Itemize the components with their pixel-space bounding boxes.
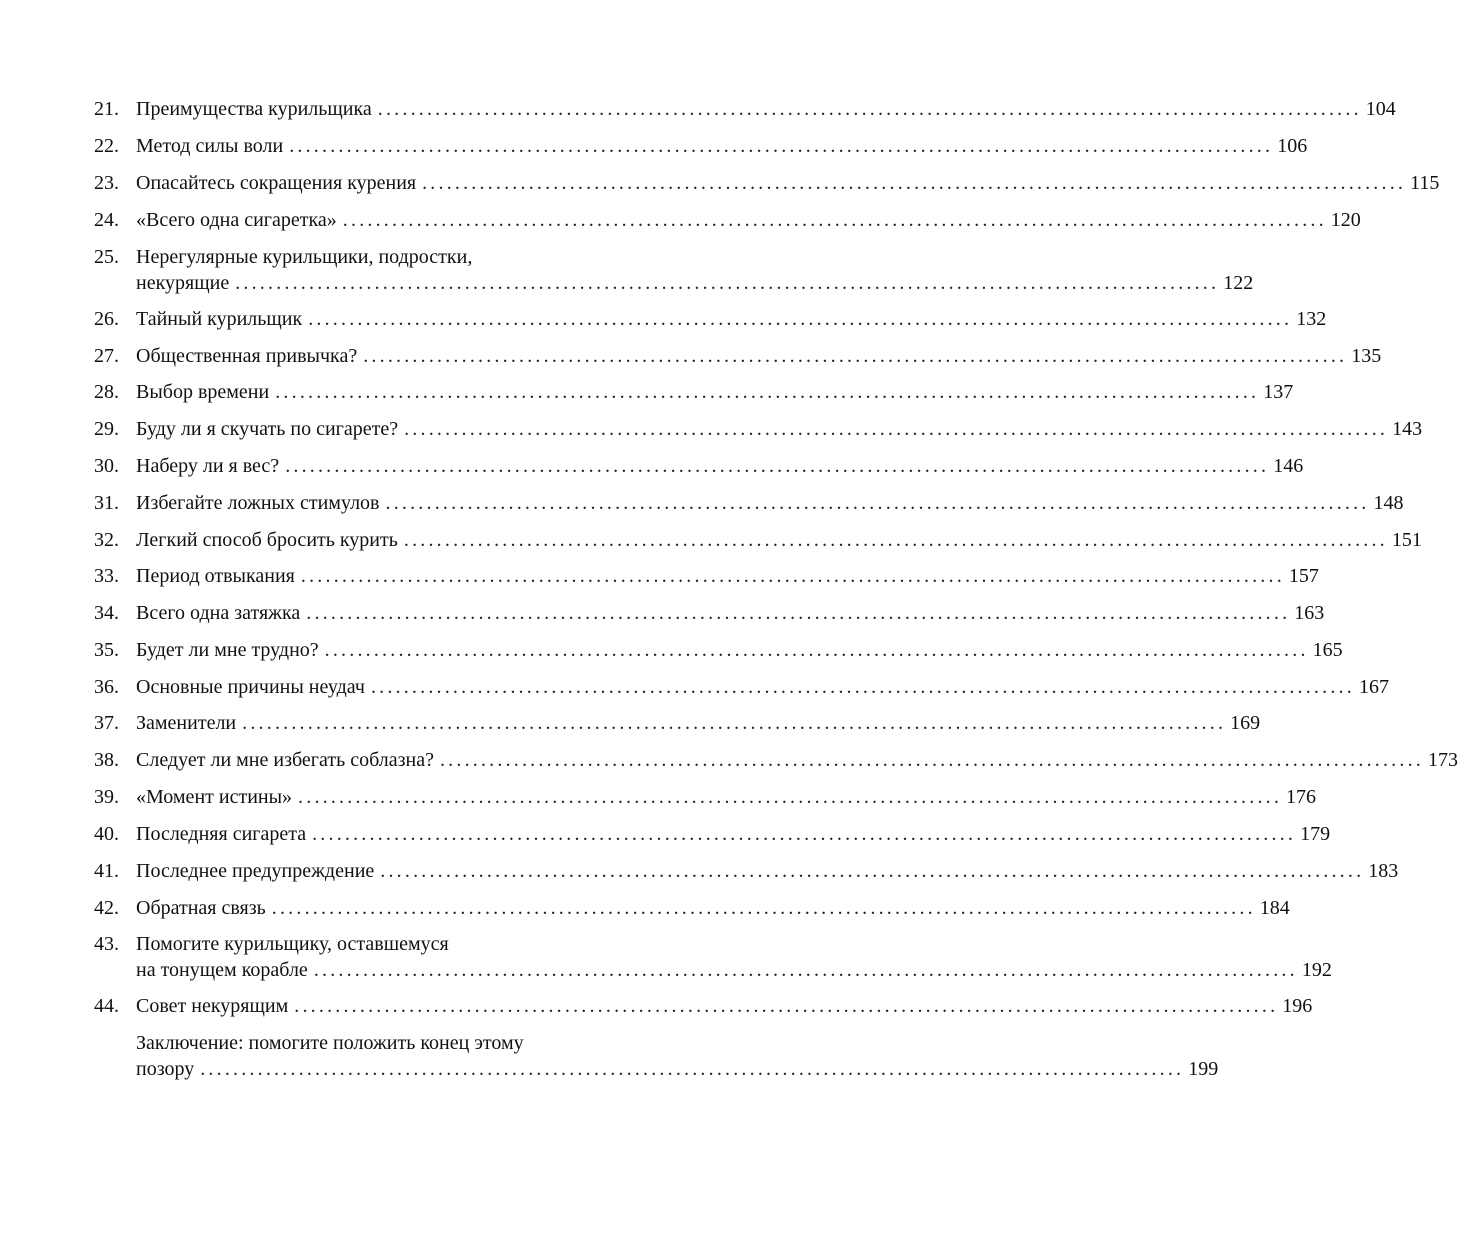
chapter-title: Основные причины неудач: [136, 676, 365, 698]
leader-dots: ........................................................................................................................: [298, 786, 1283, 808]
chapter-title-line: Нерегулярные курильщики, подростки,: [136, 246, 473, 268]
leader-dots: ........................................................................................................................: [289, 135, 1274, 157]
chapter-number: 35.: [94, 639, 119, 661]
toc-entry[interactable]: [94, 343, 1382, 369]
toc-entry[interactable]: [94, 895, 1290, 921]
page-number: 120: [1330, 209, 1361, 231]
chapter-number: 38.: [94, 749, 119, 771]
toc-entry[interactable]: [94, 170, 1440, 196]
leader-dots: ........................................................................................................................: [235, 272, 1220, 294]
chapter-title-line: позору: [136, 1058, 195, 1080]
chapter-title: Будет ли мне трудно?: [136, 639, 319, 661]
chapter-number: 32.: [94, 529, 119, 551]
toc-entry[interactable]: [94, 207, 1361, 233]
page-number: 132: [1296, 308, 1327, 330]
leader-dots: ........................................................................................................................: [294, 995, 1279, 1017]
chapter-number: 30.: [94, 455, 119, 477]
toc-entry[interactable]: [94, 784, 1317, 810]
chapter-title: Совет некурящим: [136, 995, 289, 1017]
toc-entry[interactable]: [94, 490, 1404, 516]
chapter-title: Выбор времени: [136, 381, 270, 403]
chapter-number: 26.: [94, 308, 119, 330]
chapter-title: Тайный курильщик: [136, 308, 303, 330]
chapter-number: 37.: [94, 712, 119, 734]
toc-entry[interactable]: [94, 821, 1331, 847]
chapter-title: Всего одна затяжка: [136, 602, 301, 624]
leader-dots: ........................................................................................................................: [313, 959, 1298, 981]
chapter-title: Опасайтесь сокращения курения: [136, 172, 417, 194]
chapter-number: 22.: [94, 135, 119, 157]
toc-entry[interactable]: [94, 416, 1423, 442]
chapter-title: Период отвыкания: [136, 565, 295, 587]
leader-dots: ........................................................................................................................: [363, 345, 1348, 367]
toc-entry[interactable]: [94, 600, 1325, 626]
page-number: 137: [1263, 381, 1294, 403]
leader-dots: ........................................................................................................................: [200, 1058, 1185, 1080]
leader-dots: ........................................................................................................................: [377, 98, 1362, 120]
chapter-title-line: некурящие: [136, 272, 230, 294]
chapter-title: Преимущества курильщика: [136, 98, 372, 120]
page-number: 157: [1288, 565, 1319, 587]
chapter-number: 44.: [94, 995, 119, 1017]
toc-entry[interactable]: [94, 931, 1332, 983]
page-number: 184: [1259, 897, 1290, 919]
toc-entry[interactable]: [94, 306, 1327, 332]
page-number: 192: [1301, 959, 1332, 981]
page-number: 104: [1365, 98, 1396, 120]
page-number: 176: [1286, 786, 1317, 808]
page-number: 106: [1277, 135, 1308, 157]
chapter-title: Легкий способ бросить курить: [136, 529, 398, 551]
chapter-title: Избегайте ложных стимулов: [136, 492, 380, 514]
leader-dots: ........................................................................................................................: [300, 565, 1285, 587]
chapter-title: Метод силы воли: [136, 135, 284, 157]
page-number: 143: [1392, 418, 1423, 440]
chapter-number: 42.: [94, 897, 119, 919]
chapter-title: «Всего одна сигаретка»: [136, 209, 337, 231]
toc-entry[interactable]: [94, 993, 1313, 1019]
page-number: 167: [1358, 676, 1389, 698]
chapter-number: 28.: [94, 381, 119, 403]
chapter-number: 34.: [94, 602, 119, 624]
leader-dots: ........................................................................................................................: [308, 308, 1293, 330]
toc-entry[interactable]: [94, 379, 1294, 405]
page-number: 199: [1188, 1058, 1219, 1080]
toc-entry[interactable]: [94, 747, 1458, 773]
page-number: 151: [1391, 529, 1422, 551]
chapter-number: 43.: [94, 933, 119, 955]
toc-entry[interactable]: [94, 710, 1261, 736]
toc-entry[interactable]: [94, 858, 1399, 884]
toc-entry[interactable]: [94, 674, 1389, 700]
page-number: 173: [1427, 749, 1458, 771]
page-number: 135: [1351, 345, 1382, 367]
chapter-title: Общественная привычка?: [136, 345, 358, 367]
page-number: 115: [1410, 172, 1440, 194]
chapter-title: «Момент истины»: [136, 786, 293, 808]
chapter-number: 39.: [94, 786, 119, 808]
chapter-number: 21.: [94, 98, 119, 120]
chapter-title: Последнее предупреждение: [136, 860, 375, 882]
chapter-title: Заменители: [136, 712, 237, 734]
chapter-title-line: Заключение: помогите положить конец этому: [136, 1032, 524, 1054]
toc-entry[interactable]: [94, 527, 1422, 553]
toc-entry[interactable]: [94, 133, 1308, 159]
chapter-number: 23.: [94, 172, 119, 194]
page-number: 165: [1312, 639, 1343, 661]
leader-dots: ........................................................................................................................: [403, 529, 1388, 551]
leader-dots: ........................................................................................................................: [306, 602, 1291, 624]
leader-dots: ........................................................................................................................: [380, 860, 1365, 882]
toc-entry[interactable]: [94, 244, 1254, 296]
chapter-number: 41.: [94, 860, 119, 882]
chapter-title-line: на тонущем корабле: [136, 959, 308, 981]
chapter-number: 27.: [94, 345, 119, 367]
leader-dots: ........................................................................................................................: [439, 749, 1424, 771]
page-number: 146: [1273, 455, 1304, 477]
chapter-number: 29.: [94, 418, 119, 440]
leader-dots: ........................................................................................................................: [324, 639, 1309, 661]
toc-entry[interactable]: [94, 453, 1304, 479]
leader-dots: ........................................................................................................................: [404, 418, 1389, 440]
toc-entry[interactable]: [94, 96, 1396, 122]
chapter-number: 36.: [94, 676, 119, 698]
toc-entry[interactable]: [94, 637, 1343, 663]
chapter-number: 40.: [94, 823, 119, 845]
chapter-number: 24.: [94, 209, 119, 231]
page-number: 148: [1373, 492, 1404, 514]
leader-dots: ........................................................................................................................: [370, 676, 1355, 698]
chapter-title: Последняя сигарета: [136, 823, 307, 845]
chapter-number: 31.: [94, 492, 119, 514]
chapter-title: Наберу ли я вес?: [136, 455, 280, 477]
chapter-title: Обратная связь: [136, 897, 266, 919]
leader-dots: ........................................................................................................................: [242, 712, 1227, 734]
leader-dots: ........................................................................................................................: [275, 381, 1260, 403]
leader-dots: ........................................................................................................................: [422, 172, 1407, 194]
page-number: 122: [1223, 272, 1254, 294]
page-number: 179: [1300, 823, 1331, 845]
leader-dots: ........................................................................................................................: [342, 209, 1327, 231]
leader-dots: ........................................................................................................................: [312, 823, 1297, 845]
page-number: 196: [1282, 995, 1313, 1017]
chapter-title-line: Помогите курильщику, оставшемуся: [136, 933, 449, 955]
leader-dots: ........................................................................................................................: [385, 492, 1370, 514]
toc-entry-conclusion[interactable]: [94, 1030, 1219, 1082]
chapter-number: 25.: [94, 246, 119, 268]
toc-entry[interactable]: [94, 563, 1319, 589]
leader-dots: ........................................................................................................................: [285, 455, 1270, 477]
page-number: 163: [1294, 602, 1325, 624]
chapter-number: 33.: [94, 565, 119, 587]
chapter-title: Следует ли мне избегать соблазна?: [136, 749, 434, 771]
chapter-title: Буду ли я скучать по сигарете?: [136, 418, 399, 440]
page-number: 169: [1230, 712, 1261, 734]
page-number: 183: [1368, 860, 1399, 882]
leader-dots: ........................................................................................................................: [271, 897, 1256, 919]
